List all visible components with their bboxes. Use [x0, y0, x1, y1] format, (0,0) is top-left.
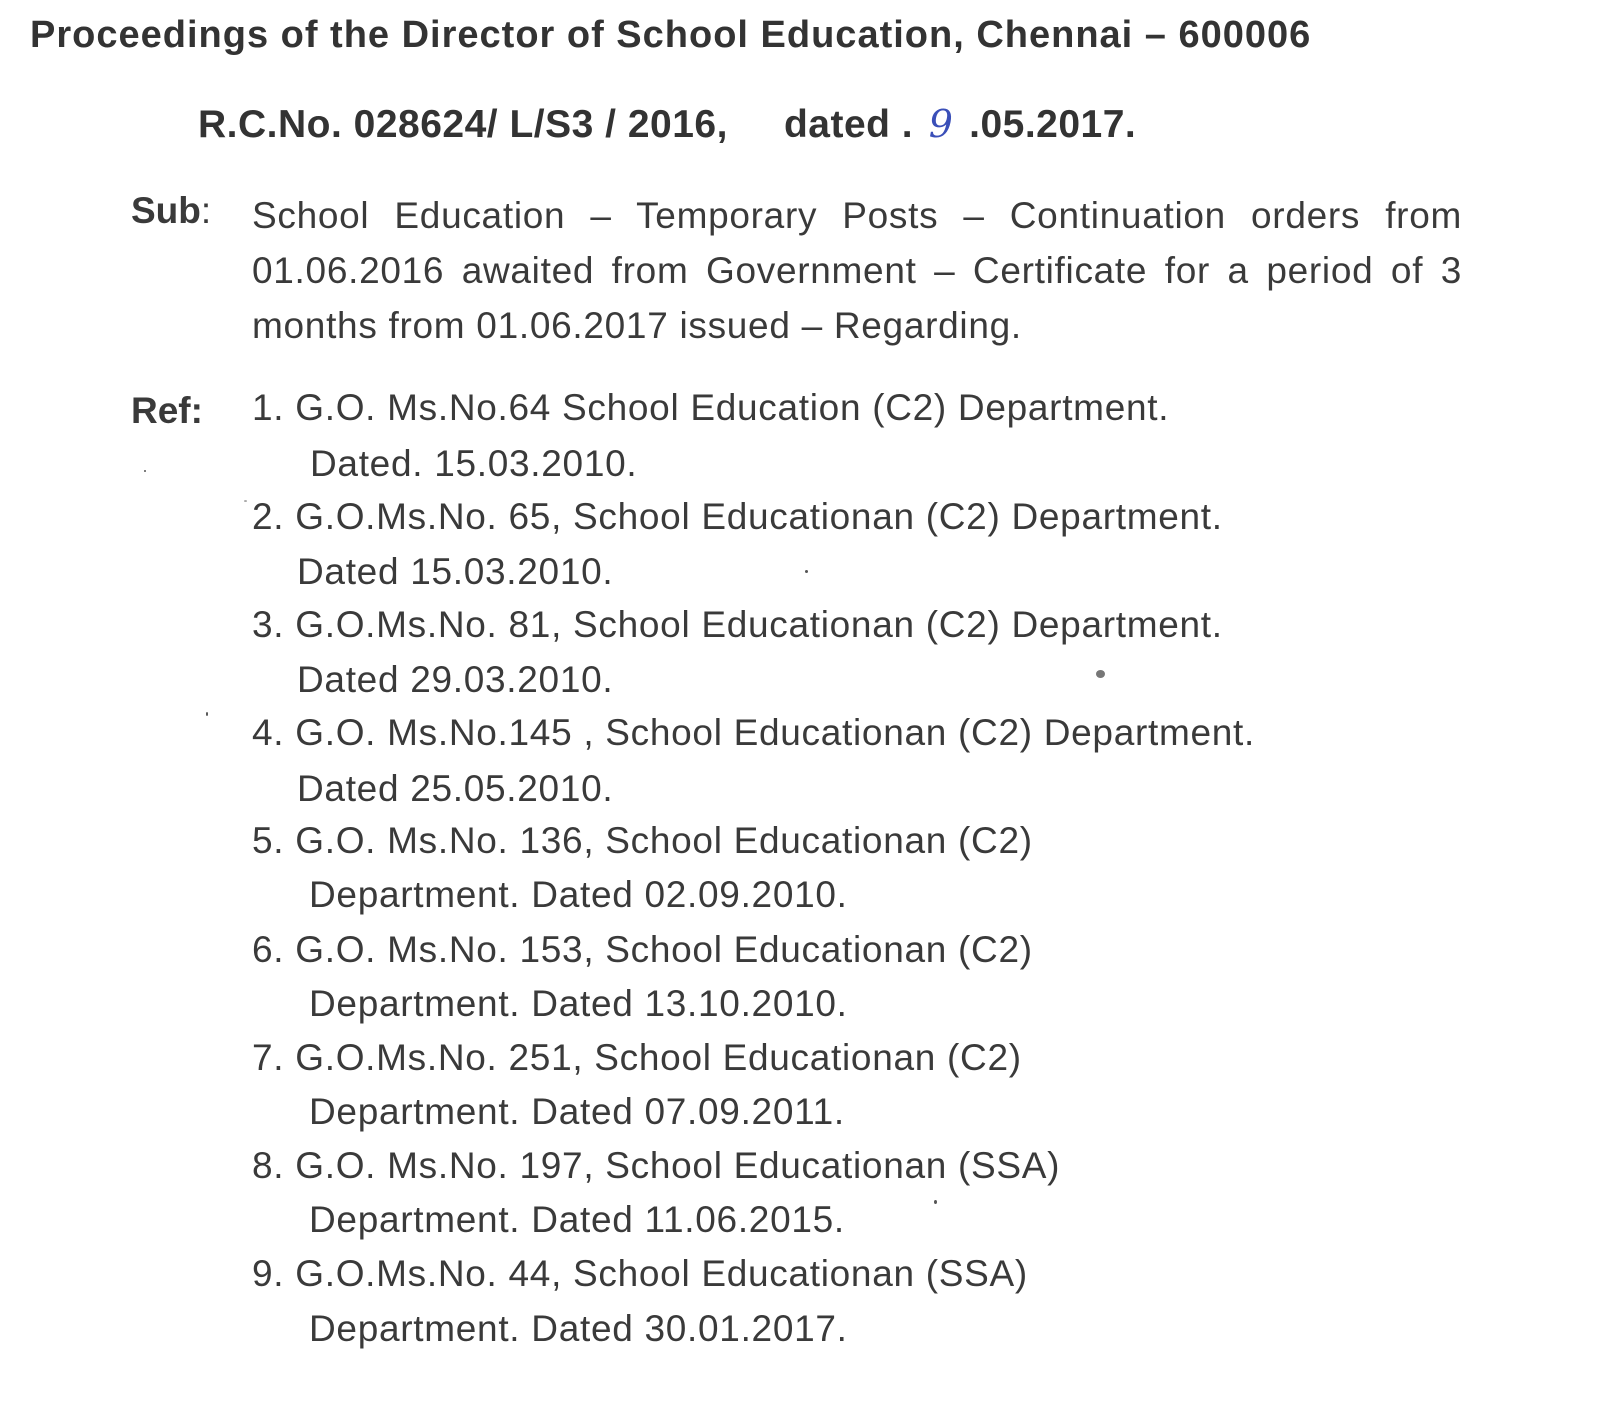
reference-item-1-line2: Dated. 15.03.2010. [310, 443, 638, 484]
subject-label: Sub: [131, 190, 212, 231]
reference-item-3-line1: 3. G.O.Ms.No. 81, School Educationan (C2) Department. [252, 604, 1223, 645]
document-heading: Proceedings of the Director of School Education, Chennai – 600006 [30, 14, 1312, 56]
reference-item-9-line1: 9. G.O.Ms.No. 44, School Educationan (SSA) [252, 1253, 1028, 1294]
scan-speck [934, 1200, 937, 1204]
scan-speck [805, 570, 808, 573]
scan-speck [244, 500, 247, 502]
handwritten-day: 9 [928, 102, 954, 146]
reference-item-4-line1: 4. G.O. Ms.No.145 , School Educationan (C2) Department. [252, 712, 1256, 753]
reference-item-2-line1: 2. G.O.Ms.No. 65, School Educationan (C2) Department. [252, 496, 1223, 537]
reference-item-3-line2: Dated 29.03.2010. [297, 659, 614, 700]
reference-item-8-line2: Department. Dated 11.06.2015. [309, 1199, 845, 1240]
scan-speck [144, 470, 146, 472]
reference-label: Ref: [131, 390, 203, 431]
reference-item-8-line1: 8. G.O. Ms.No. 197, School Educationan (SSA) [252, 1145, 1061, 1186]
reference-item-7-line1: 7. G.O.Ms.No. 251, School Educationan (C2) [252, 1037, 1022, 1078]
reference-number-line [198, 102, 1136, 147]
reference-item-5-line1: 5. G.O. Ms.No. 136, School Educationan (C2) [252, 820, 1033, 861]
reference-item-6-line2: Department. Dated 13.10.2010. [309, 983, 848, 1024]
dated-suffix: .05.2017. [969, 103, 1137, 146]
reference-item-9-line2: Department. Dated 30.01.2017. [309, 1308, 848, 1349]
reference-item-1-line1: 1. G.O. Ms.No.64 School Education (C2) Department. [252, 387, 1170, 428]
reference-item-5-line2: Department. Dated 02.09.2010. [309, 874, 848, 915]
reference-item-6-line1: 6. G.O. Ms.No. 153, School Educationan (C2) [252, 929, 1033, 970]
rc-number: R.C.No. 028624/ L/S3 / 2016, [198, 103, 728, 146]
subject-text: School Education – Temporary Posts – Continuation orders from 01.06.2016 awaited from Government – Certificate for a period of 3 months from 01.06.2017 issued – Regarding. [252, 195, 1462, 346]
reference-item-2-line2: Dated 15.03.2010. [297, 551, 614, 592]
dated-prefix: dated . [783, 103, 914, 146]
scan-speck [1096, 670, 1105, 678]
scan-speck [206, 712, 208, 716]
reference-item-4-line2: Dated 25.05.2010. [297, 768, 614, 809]
reference-item-7-line2: Department. Dated 07.09.2011. [309, 1091, 845, 1132]
